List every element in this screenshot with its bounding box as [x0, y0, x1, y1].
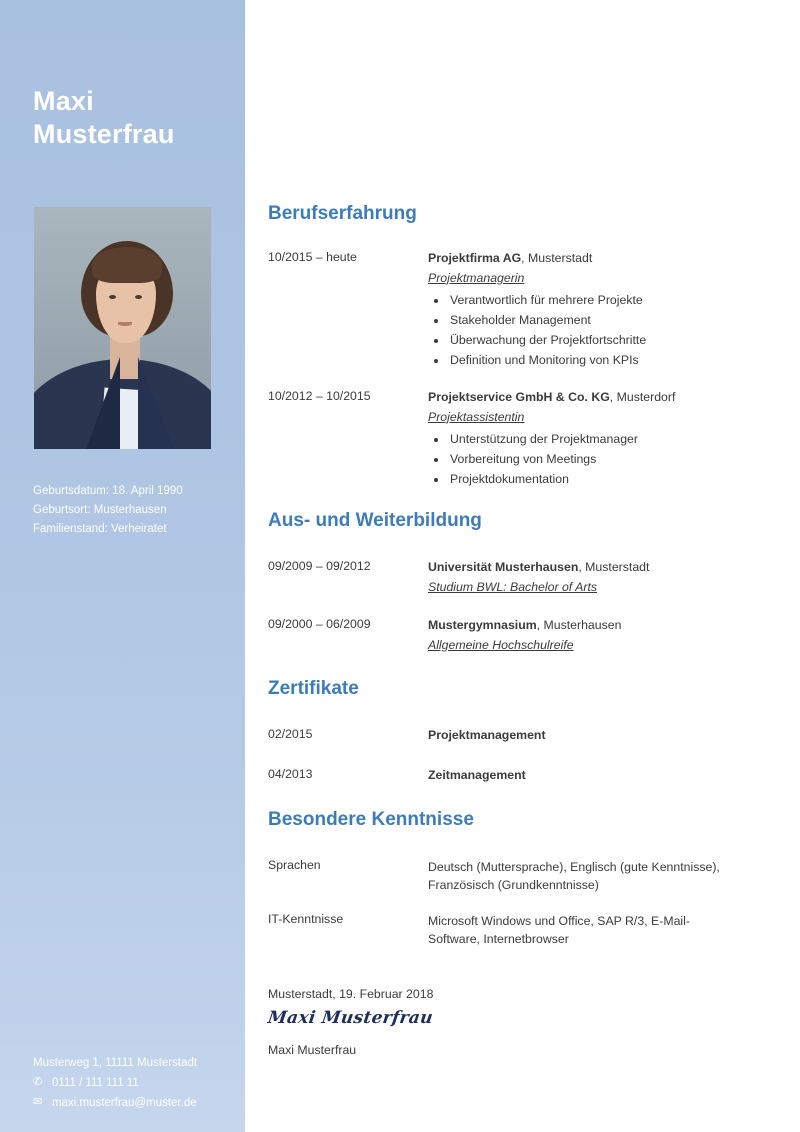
handwritten-signature: Maxi Musterfrau: [266, 1008, 435, 1028]
entry-organization: [428, 250, 738, 268]
entry-body: [428, 767, 738, 785]
photo-mouth: [118, 322, 132, 326]
photo-hair-front: [92, 247, 162, 283]
entry-location: , Musterdorf: [609, 390, 676, 404]
skills-entry-it: [268, 912, 738, 949]
entry-organization: [428, 559, 738, 577]
entry-role: Projektassistentin: [428, 409, 525, 424]
entry-date: 09/2009 – 09/2012: [268, 559, 371, 573]
education-entry-2: [268, 617, 738, 655]
entry-organization: [428, 617, 738, 635]
certificate-entry-1: [268, 727, 738, 745]
entry-role: Projektmanagerin: [428, 270, 525, 285]
last-name: Musterfrau: [33, 118, 175, 149]
entry-body: [428, 389, 738, 490]
contact-email[interactable]: maxi.musterfrau@muster.de: [52, 1097, 197, 1110]
contact-address: Musterweg 1, 11111 Musterstadt: [33, 1056, 198, 1069]
experience-entry-2: [268, 389, 738, 490]
entry-date: 02/2015: [268, 727, 313, 741]
entry-organization: [428, 727, 738, 745]
contact-email-row: [33, 1094, 238, 1114]
entry-location: , Musterstadt: [578, 560, 650, 574]
phone-icon: ✆: [33, 1076, 43, 1089]
entry-location: , Musterhausen: [536, 618, 622, 632]
personal-details: [33, 482, 233, 539]
entry-bullets: [428, 291, 738, 371]
section-title-certificates: Zertifikate: [268, 678, 359, 699]
signature-printed-name: Maxi Musterfrau: [268, 1043, 357, 1057]
photo-eye-left: [109, 295, 116, 299]
entry-bullet: • Projektdokumentation: [448, 470, 738, 490]
entry-organization: [428, 389, 738, 407]
section-title-experience: Berufserfahrung: [268, 203, 417, 224]
photo-lapel-left: [86, 357, 120, 449]
entry-location: , Musterstadt: [521, 251, 593, 265]
first-name: Maxi: [33, 86, 94, 116]
skill-label: Sprachen: [268, 858, 321, 872]
birthplace: Geburtsort: Musterhausen: [33, 503, 167, 516]
contact-phone: 0111 / 111 111 11: [52, 1077, 139, 1090]
entry-company: Mustergymnasium: [428, 618, 537, 632]
contact-phone-row: [33, 1074, 238, 1094]
entry-company: Projektfirma AG: [428, 251, 522, 265]
skills-entry-languages: [268, 858, 738, 895]
experience-entry-1: [268, 250, 738, 371]
birthdate: Geburtsdatum: 18. April 1990: [33, 485, 183, 497]
envelope-icon: ✉: [33, 1096, 43, 1109]
entry-company: Projektservice GmbH & Co. KG: [428, 390, 610, 404]
section-title-skills: Besondere Kenntnisse: [268, 809, 474, 830]
applicant-name: [33, 85, 233, 151]
certificate-entry-2: [268, 767, 738, 785]
entry-bullets: [428, 430, 738, 490]
certificate-name: Zeitmanagement: [428, 768, 526, 782]
entry-body: [428, 727, 738, 745]
entry-company: Universität Musterhausen: [428, 560, 579, 574]
contact-footer: [33, 1054, 238, 1114]
signature-place-date: Musterstadt, 19. Februar 2018: [268, 987, 434, 1001]
entry-body: [428, 617, 738, 655]
entry-date: 10/2012 – 10/2015: [268, 389, 371, 403]
section-title-education: Aus- und Weiterbildung: [268, 510, 482, 531]
photo-lapel-right: [138, 357, 174, 449]
portrait-photo: [34, 207, 211, 449]
photo-eye-right: [135, 295, 142, 299]
skill-value: Microsoft Windows und Office, SAP R/3, E-Mail-Software, Internetbrowser: [428, 914, 690, 947]
skill-value: Deutsch (Muttersprache), Englisch (gute Kenntnisse), Französisch (Grundkenntnisse): [428, 860, 720, 893]
entry-bullet: • Vorbereitung von Meetings: [448, 450, 738, 470]
sidebar: [0, 0, 245, 1132]
entry-date: 10/2015 – heute: [268, 250, 357, 264]
entry-role: Studium BWL: Bachelor of Arts: [428, 579, 598, 594]
entry-date: 09/2000 – 06/2009: [268, 617, 371, 631]
entry-date: 04/2013: [268, 767, 313, 781]
entry-bullet: • Überwachung der Projektfortschritte: [448, 331, 738, 351]
entry-organization: [428, 767, 738, 785]
entry-bullet: • Unterstützung der Projektmanager: [448, 430, 738, 450]
certificate-name: Projektmanagement: [428, 728, 546, 742]
entry-role: Allgemeine Hochschulreife: [428, 637, 574, 652]
entry-bullet: • Verantwortlich für mehrere Projekte: [448, 291, 738, 311]
entry-bullet: • Stakeholder Management: [448, 311, 738, 331]
entry-body: [428, 559, 738, 597]
skill-label: IT-Kenntnisse: [268, 912, 344, 926]
entry-bullet: • Definition und Monitoring von KPIs: [448, 351, 738, 371]
marital-status: Familienstand: Verheiratet: [33, 522, 167, 535]
education-entry-1: [268, 559, 738, 597]
entry-body: [428, 250, 738, 371]
